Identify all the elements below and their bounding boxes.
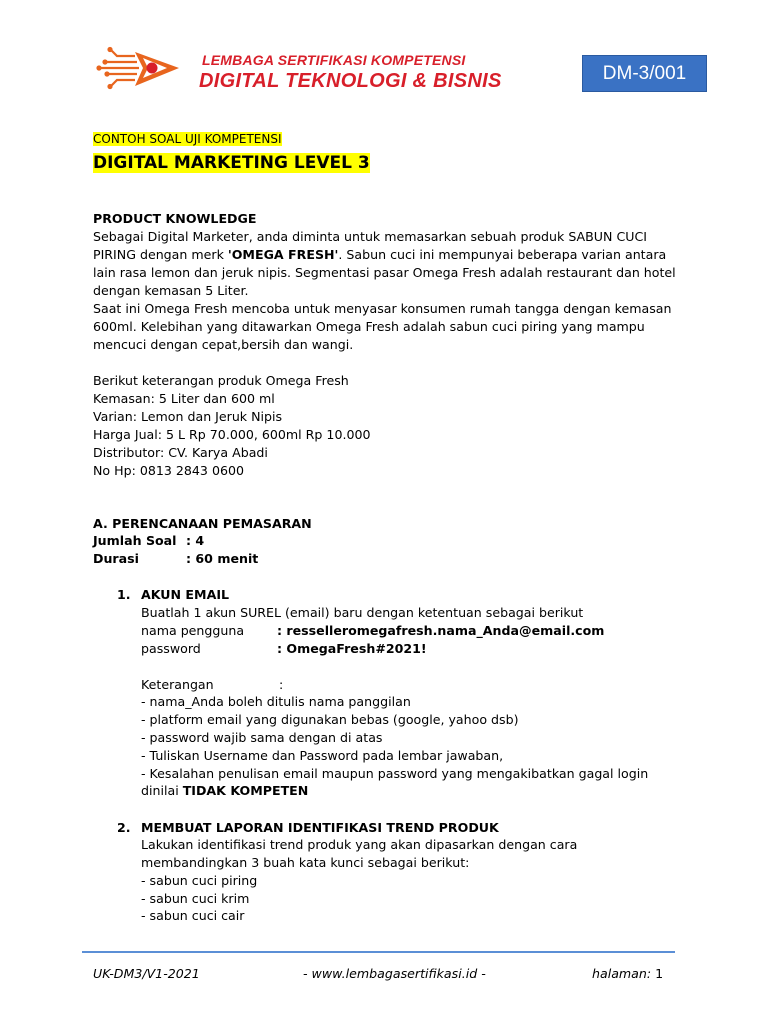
logo-circuit-lines (101, 50, 139, 86)
username-label: nama pengguna (141, 623, 245, 638)
footer-page-number: 1 (655, 966, 664, 981)
keterangan-label: Keterangan (141, 677, 214, 692)
product-paragraph1-line4: dengan kemasan 5 Liter. (93, 283, 249, 298)
question-1-intro: Buatlah 1 akun SUREL (email) baru dengan ketentuan sebagai berikut (141, 605, 584, 620)
title-text: DIGITAL MARKETING LEVEL 3 (93, 153, 370, 173)
durasi-value: : 60 menit (186, 551, 259, 566)
product-heading: PRODUCT KNOWLEDGE (93, 211, 257, 226)
not-competent-text: TIDAK KOMPETEN (182, 783, 309, 798)
document-code-badge: DM-3/001 (582, 55, 707, 92)
jumlah-soal-value: : 4 (186, 533, 205, 548)
page-subtitle (93, 131, 282, 148)
section-a-heading: A. PERENCANAAN PEMASARAN (93, 516, 312, 531)
org-name-line2: DIGITAL TEKNOLOGI & BISNIS (199, 70, 502, 92)
note-line: - platform email yang digunakan bebas (google, yahoo dsb) (141, 712, 519, 727)
question-2-number: 2. (117, 820, 131, 835)
p1-line2-part-c: . Sabun cuci ini mempunyai beberapa varian antara (338, 247, 667, 262)
product-info-line: Varian: Lemon dan Jeruk Nipis (93, 409, 283, 424)
durasi-label: Durasi (93, 551, 139, 566)
keyword-item: - sabun cuci krim (141, 891, 250, 906)
product-paragraph1-line3: lain rasa lemon dan jeruk nipis. Segmentasi pasar Omega Fresh adalah restaurant dan hotel (93, 265, 676, 280)
footer-divider (82, 951, 675, 953)
note-line-last (141, 782, 308, 800)
product-paragraph2-line3: mencuci dengan cepat,bersih dan wangi. (93, 337, 354, 352)
org-name-line1: LEMBAGA SERTIFIKASI KOMPETENSI (202, 52, 466, 68)
footer-doc-id: UK-DM3/V1-2021 (93, 966, 200, 981)
note-last-part-a: dinilai (141, 783, 183, 798)
note-line: - nama_Anda boleh ditulis nama panggilan (141, 694, 411, 709)
product-info-line: Distributor: CV. Karya Abadi (93, 445, 268, 460)
jumlah-soal-label: Jumlah Soal (93, 533, 177, 548)
logo-dot (147, 63, 158, 74)
product-info-line: Harga Jual: 5 L Rp 70.000, 600ml Rp 10.000 (93, 427, 371, 442)
product-info-line: No Hp: 0813 2843 0600 (93, 463, 244, 478)
keyword-item: - sabun cuci piring (141, 873, 258, 888)
question-1-number: 1. (117, 587, 131, 602)
footer-page (592, 965, 663, 983)
product-info-line: Kemasan: 5 Liter dan 600 ml (93, 391, 275, 406)
page-title (93, 151, 370, 175)
note-line: - Tuliskan Username dan Password pada lembar jawaban, (141, 748, 504, 763)
product-paragraph2-line2: 600ml. Kelebihan yang ditawarkan Omega Fresh adalah sabun cuci piring yang mampu (93, 319, 645, 334)
question-2-title: MEMBUAT LAPORAN IDENTIFIKASI TREND PRODUK (141, 820, 499, 835)
lsk-logo (95, 46, 183, 90)
question-2-line1: Lakukan identifikasi trend produk yang akan dipasarkan dengan cara (141, 837, 578, 852)
brand-name-omega-fresh: 'OMEGA FRESH' (227, 247, 339, 262)
product-paragraph1-line2 (93, 246, 666, 264)
product-paragraph2-line1: Saat ini Omega Fresh mencoba untuk menyasar konsumen rumah tangga dengan kemasan (93, 301, 672, 316)
keyword-item: - sabun cuci cair (141, 908, 245, 923)
keterangan-colon: : (279, 677, 284, 692)
question-2-line2: membandingkan 3 buah kata kunci sebagai berikut: (141, 855, 470, 870)
password-value: : OmegaFresh#2021! (277, 641, 427, 656)
question-1-title: AKUN EMAIL (141, 587, 230, 602)
username-value: : resselleromegafresh.nama_Anda@email.com (277, 623, 605, 638)
product-info-line: Berikut keterangan produk Omega Fresh (93, 373, 349, 388)
note-line: - password wajib sama dengan di atas (141, 730, 383, 745)
password-label: password (141, 641, 201, 656)
subtitle-text: CONTOH SOAL UJI KOMPETENSI (93, 132, 282, 146)
note-line: - Kesalahan penulisan email maupun password yang mengakibatkan gagal login (141, 766, 649, 781)
footer-page-label: halaman: (592, 966, 652, 981)
footer-website: - www.lembagasertifikasi.id - (303, 966, 486, 981)
p1-line2-part-a: PIRING dengan merk (93, 247, 228, 262)
product-paragraph1-line1: Sebagai Digital Marketer, anda diminta untuk memasarkan sebuah produk SABUN CUCI (93, 229, 647, 244)
